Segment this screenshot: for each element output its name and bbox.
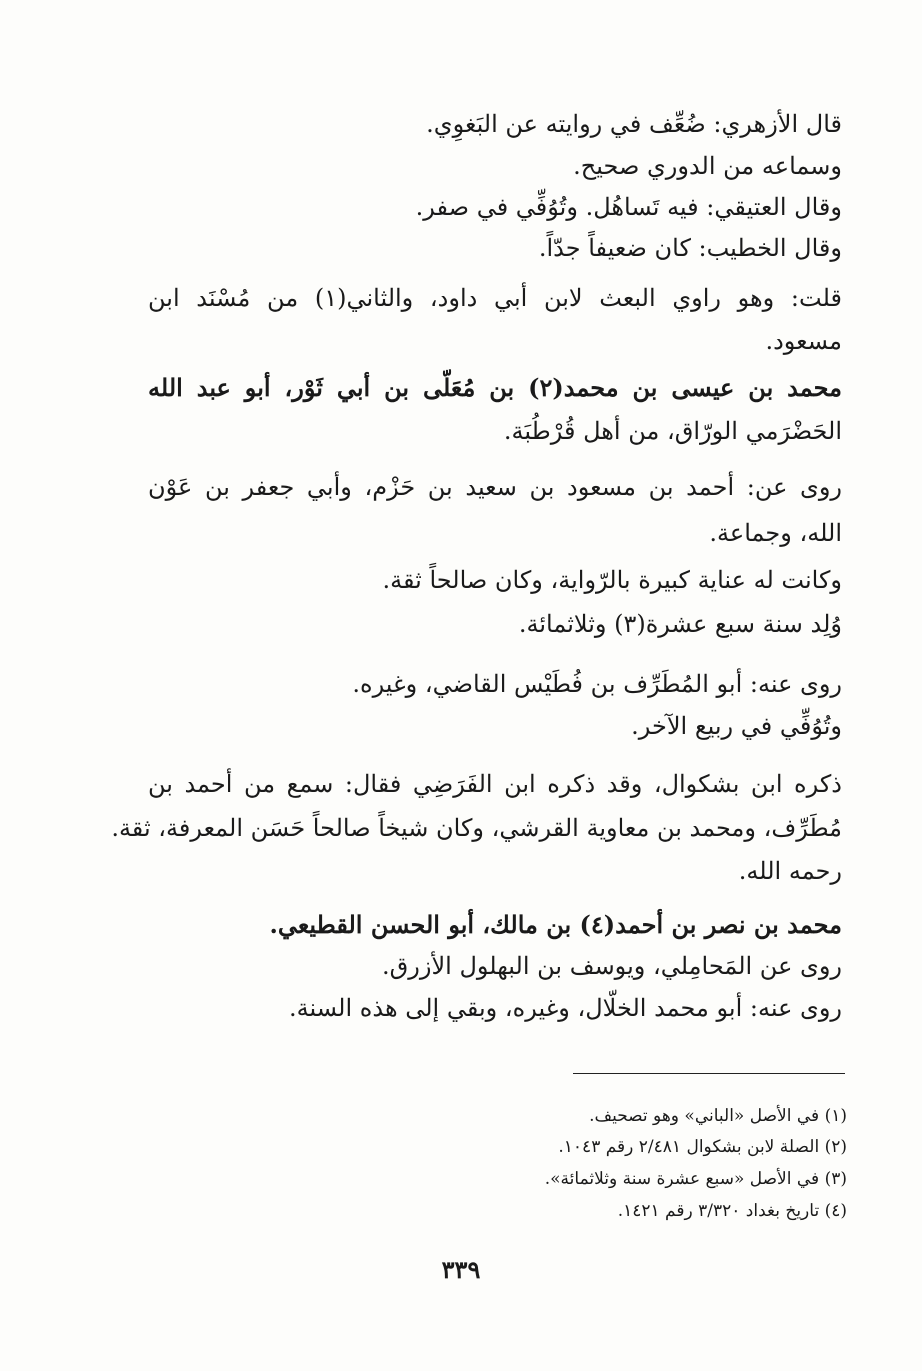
text-line: روى عن المَحامِلي، ويوسف بن البهلول الأزرق. <box>382 952 842 980</box>
text-line: وكانت له عناية كبيرة بالرّواية، وكان صالحاً ثقة. <box>382 566 842 594</box>
footnote: (٤) تاريخ بغداد ٣/٣٢٠ رقم ١٤٢١. <box>617 1201 847 1221</box>
text-line: مُطَرِّف، ومحمد بن معاوية القرشي، وكان شيخاً صالحاً حَسَن المعرفة، ثقة. <box>111 814 842 842</box>
text-line: الله، وجماعة. <box>709 519 842 547</box>
text-line: محمد بن عيسى بن محمد(٢) بن مُعَلّى بن أبي ثَوْر، أبو عبد الله <box>148 373 843 402</box>
footnote-separator <box>573 1073 845 1074</box>
text-line: وُلِد سنة سبع عشرة(٣) وثلاثمائة. <box>518 610 842 638</box>
text-line: رحمه الله. <box>738 857 842 885</box>
text-line: روى عنه: أبو محمد الخلّال، وغيره، وبقي إلى هذه السنة. <box>289 994 842 1022</box>
footnote: (٢) الصلة لابن بشكوال ٢/٤٨١ رقم ١٠٤٣. <box>558 1137 847 1157</box>
text-line: الحَضْرَمي الورّاق، من أهل قُرْطُبَة. <box>503 417 842 445</box>
text-line: وقال العتيقي: فيه تَساهُل. وتُوُفِّي في صفر. <box>415 193 842 221</box>
footnote: (١) في الأصل «الباني» وهو تصحيف. <box>589 1106 847 1126</box>
footnote: (٣) في الأصل «سبع عشرة سنة وثلاثمائة». <box>544 1169 847 1189</box>
text-line: قلت: وهو راوي البعث لابن أبي داود، والثاني(١) من مُسْنَد ابن <box>148 284 842 312</box>
text-line: وقال الخطيب: كان ضعيفاً جدّاً. <box>538 234 842 262</box>
text-line: روى عنه: أبو المُطَرِّف بن فُطَيْس القاضي، وغيره. <box>352 670 842 698</box>
text-line: وتُوُفِّي في ربيع الآخر. <box>631 712 842 740</box>
text-line: وسماعه من الدوري صحيح. <box>573 152 842 180</box>
text-line: قال الأزهري: ضُعِّف في روايته عن البَغوِي. <box>426 110 842 138</box>
text-line: مسعود. <box>765 327 842 355</box>
text-line: روى عن: أحمد بن مسعود بن سعيد بن حَزْم، وأبي جعفر بن عَوْن <box>148 473 842 501</box>
text-line: ذكره ابن بشكوال، وقد ذكره ابن الفَرَضِي فقال: سمع من أحمد بن <box>148 770 842 798</box>
page-number: ٣٣٩ <box>441 1255 481 1284</box>
text-line: محمد بن نصر بن أحمد(٤) بن مالك، أبو الحسن القطيعي. <box>269 910 842 939</box>
